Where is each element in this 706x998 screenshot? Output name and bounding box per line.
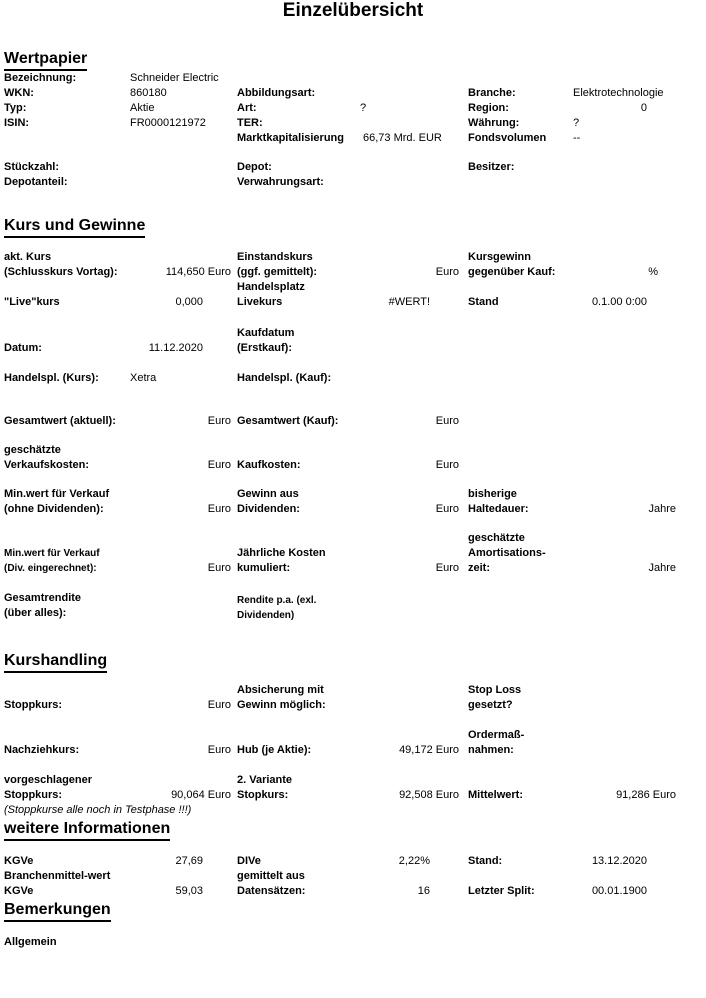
label-jaehrliche-kosten-1: Jährliche Kosten xyxy=(237,547,326,559)
value-marktkapitalisierung: 66,73 Mrd. EUR xyxy=(363,132,442,144)
label-typ: Typ: xyxy=(4,102,27,114)
label-gemittelt-1: gemittelt aus xyxy=(237,870,305,882)
label-einstandskurs-2: (ggf. gemittelt): xyxy=(237,266,318,278)
label-ordermassnahmen-1: Ordermaß- xyxy=(468,729,525,741)
label-stoploss-1: Stop Loss xyxy=(468,684,522,696)
label-absicherung-1: Absicherung mit xyxy=(237,684,324,696)
value-region: 0 xyxy=(640,102,647,114)
label-bezeichnung: Bezeichnung: xyxy=(4,72,77,84)
label-branchenmittel-1: Branchenmittel-wert xyxy=(4,870,111,882)
label-dive: DIVe xyxy=(237,855,261,867)
label-art: Art: xyxy=(237,102,257,114)
label-gesamtrendite-1: Gesamtrendite xyxy=(4,592,82,604)
label-datum: Datum: xyxy=(4,342,42,354)
label-livekurs-2: Livekurs xyxy=(237,296,283,308)
label-ordermassnahmen-2: nahmen: xyxy=(468,744,514,756)
value-akt-kurs: 114,650 Euro xyxy=(165,266,231,278)
page-title: Einzelübersicht xyxy=(282,0,424,21)
section-heading-weitere-informationen: weitere Informationen xyxy=(4,820,170,841)
value-mittelwert: 91,286 Euro xyxy=(616,789,676,801)
label-gesamtwert-kauf: Gesamtwert (Kauf): xyxy=(237,415,339,427)
label-verkaufskosten-2: Verkaufskosten: xyxy=(4,459,89,471)
value-kaufkosten: Euro xyxy=(435,459,459,471)
label-einstandskurs-1: Einstandskurs xyxy=(237,251,313,263)
label-verwahrungsart: Verwahrungsart: xyxy=(237,176,324,188)
label-stand-info: Stand: xyxy=(468,855,503,867)
label-handelsplatz: Handelsplatz xyxy=(237,281,305,293)
value-bezeichnung: Schneider Electric xyxy=(130,72,219,84)
label-kaufkosten: Kaufkosten: xyxy=(237,459,301,471)
label-isin: ISIN: xyxy=(4,117,30,129)
label-gemittelt-2: Datensätzen: xyxy=(237,885,306,897)
label-depot: Depot: xyxy=(237,161,272,173)
label-allgemein: Allgemein xyxy=(4,936,57,948)
label-hub: Hub (je Aktie): xyxy=(237,744,312,756)
label-gewinn-dividenden-1: Gewinn aus xyxy=(237,488,299,500)
label-akt-kurs-2: (Schlusskurs Vortag): xyxy=(4,266,118,278)
value-gewinn-dividenden: Euro xyxy=(435,503,459,515)
value-typ: Aktie xyxy=(130,102,155,114)
section-heading-kurshandling: Kurshandling xyxy=(4,652,107,673)
value-kursgewinn: % xyxy=(648,266,658,278)
value-isin: FR0000121972 xyxy=(130,117,206,129)
label-handelspl-kauf: Handelspl. (Kauf): xyxy=(237,372,332,384)
value-datum: 11.12.2020 xyxy=(148,342,203,354)
label-vorgeschlagener-2: Stoppkurs: xyxy=(4,789,63,801)
value-stand: 0.1.00 0:00 xyxy=(591,296,647,308)
label-abbildungsart: Abbildungsart: xyxy=(237,87,316,99)
value-stoppkurs: Euro xyxy=(207,699,231,711)
label-amortisation-2: Amortisations- xyxy=(468,547,546,559)
value-hub: 49,172 Euro xyxy=(399,744,459,756)
label-kaufdatum-1: Kaufdatum xyxy=(237,327,295,339)
label-absicherung-2: Gewinn möglich: xyxy=(237,699,326,711)
label-stueckzahl: Stückzahl: xyxy=(4,161,60,173)
label-amortisation-3: zeit: xyxy=(468,562,490,574)
value-stand-info: 13.12.2020 xyxy=(591,855,647,867)
label-stoploss-2: gesetzt? xyxy=(468,699,513,711)
label-minwert2-1: Min.wert für Verkauf xyxy=(4,548,100,559)
value-verkaufskosten: Euro xyxy=(207,459,231,471)
label-branchenmittel-2: KGVe xyxy=(4,885,34,897)
value-einstandskurs: Euro xyxy=(435,266,459,278)
label-verkaufskosten-1: geschätzte xyxy=(4,444,61,456)
value-branchenmittel-kgve: 59,03 xyxy=(175,885,203,897)
section-heading-kurs-und-gewinne: Kurs und Gewinne xyxy=(4,217,145,238)
label-amortisation-1: geschätzte xyxy=(468,532,525,544)
value-handelspl-kurs: Xetra xyxy=(130,372,157,384)
label-mittelwert: Mittelwert: xyxy=(468,789,523,801)
label-rendite-pa-2: Dividenden) xyxy=(237,610,295,621)
value-jaehrliche-kosten: Euro xyxy=(435,562,459,574)
value-minwert1: Euro xyxy=(207,503,231,515)
label-waehrung: Währung: xyxy=(468,117,520,129)
label-kaufdatum-2: (Erstkauf): xyxy=(237,342,293,354)
label-variante-2: Stopkurs: xyxy=(237,789,289,801)
label-rendite-pa-1: Rendite p.a. (exl. xyxy=(237,595,317,606)
value-kgve: 27,69 xyxy=(175,855,203,867)
section-heading-wertpapier: Wertpapier xyxy=(4,50,87,71)
label-fondsvolumen: Fondsvolumen xyxy=(468,132,547,144)
label-besitzer: Besitzer: xyxy=(468,161,515,173)
value-amortisation: Jahre xyxy=(648,562,676,574)
value-variante-stopkurs: 92,508 Euro xyxy=(399,789,459,801)
label-gesamtwert-aktuell: Gesamtwert (aktuell): xyxy=(4,415,116,427)
value-livekurs-2: #WERT! xyxy=(388,296,430,308)
label-branche: Branche: xyxy=(468,87,516,99)
value-gesamtwert-kauf: Euro xyxy=(435,415,459,427)
label-letzter-split: Letzter Split: xyxy=(468,885,535,897)
value-nachziehkurs: Euro xyxy=(207,744,231,756)
label-stand: Stand xyxy=(468,296,499,308)
label-minwert1-2: (ohne Dividenden): xyxy=(4,503,104,515)
label-depotanteil: Depotanteil: xyxy=(4,176,68,188)
value-dive: 2,22% xyxy=(398,855,430,867)
label-akt-kurs-1: akt. Kurs xyxy=(4,251,52,263)
value-branche: Elektrotechnologie xyxy=(573,87,664,99)
label-kursgewinn-2: gegenüber Kauf: xyxy=(468,266,556,278)
label-minwert1-1: Min.wert für Verkauf xyxy=(4,488,110,500)
label-handelspl-kurs: Handelspl. (Kurs): xyxy=(4,372,99,384)
label-kursgewinn-1: Kursgewinn xyxy=(468,251,531,263)
label-livekurs: "Live"kurs xyxy=(4,296,60,308)
label-minwert2-2: (Div. eingerechnet): xyxy=(4,563,97,574)
value-gesamtwert-aktuell: Euro xyxy=(207,415,231,427)
label-ter: TER: xyxy=(237,117,263,129)
label-haltedauer-2: Haltedauer: xyxy=(468,503,529,515)
note-testphase: (Stoppkurse alle noch in Testphase !!!) xyxy=(4,804,192,816)
value-minwert2: Euro xyxy=(207,562,231,574)
value-haltedauer: Jahre xyxy=(648,503,676,515)
label-gesamtrendite-2: (über alles): xyxy=(4,607,67,619)
value-livekurs: 0,000 xyxy=(175,296,203,308)
value-waehrung: ? xyxy=(573,117,580,129)
label-nachziehkurs: Nachziehkurs: xyxy=(4,744,80,756)
label-kgve: KGVe xyxy=(4,855,34,867)
value-wkn: 860180 xyxy=(130,87,167,99)
label-jaehrliche-kosten-2: kumuliert: xyxy=(237,562,291,574)
label-gewinn-dividenden-2: Dividenden: xyxy=(237,503,300,515)
label-wkn: WKN: xyxy=(4,87,34,99)
value-vorgeschlagener-stoppkurs: 90,064 Euro xyxy=(171,789,231,801)
section-heading-bemerkungen: Bemerkungen xyxy=(4,901,111,922)
value-datensaetze: 16 xyxy=(417,885,430,897)
label-stoppkurs: Stoppkurs: xyxy=(4,699,63,711)
value-fondsvolumen: -- xyxy=(573,132,581,144)
value-art: ? xyxy=(360,102,367,114)
label-marktkapitalisierung: Marktkapitalisierung xyxy=(237,132,344,144)
value-letzter-split: 00.01.1900 xyxy=(591,885,647,897)
label-region: Region: xyxy=(468,102,509,114)
label-variante-1: 2. Variante xyxy=(237,774,293,786)
label-haltedauer-1: bisherige xyxy=(468,488,517,500)
label-vorgeschlagener-1: vorgeschlagener xyxy=(4,774,93,786)
